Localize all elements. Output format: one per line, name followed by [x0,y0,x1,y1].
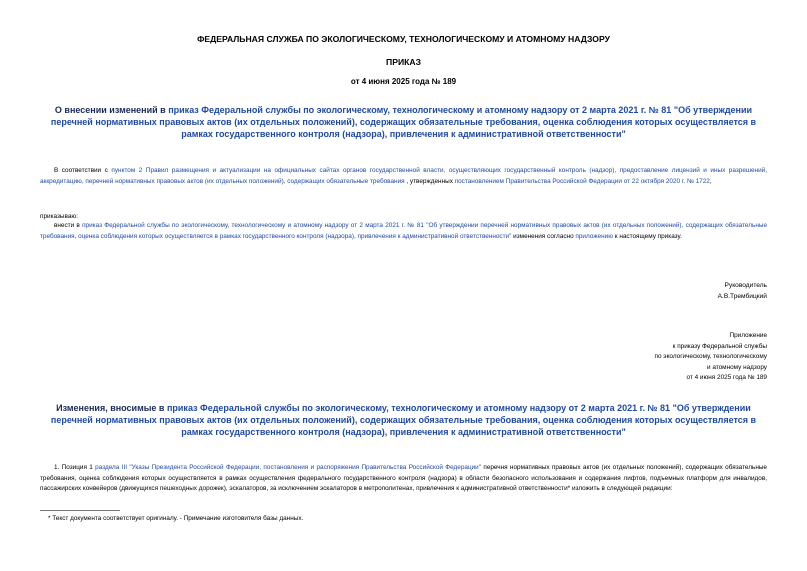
item-1-text-1: 1. Позиция 1 [54,464,96,471]
appendix-line: и атомному надзору [707,363,767,371]
title-order-link[interactable]: приказ Федеральной службы по экологическому, технологическому и атомному надзору от 2 марта 2021 г. № 81 "Об утверждении перечней нормативных правовых актов (их отдельных положений), содержащих обязательные требования, оценка соблюдения которых осуществляется в рамках государственного контроля (надзора), привлечения к административной ответственности" [50,105,757,139]
appendix-link[interactable]: приложению [575,232,613,240]
title-prefix: О внесении изменений в [54,105,169,115]
order-word: приказываю: [40,213,78,220]
appendix-line: Приложение [729,332,767,339]
footnote: * Текст документа соответствует оригиналу. - Примечание изготовителя базы данных. [48,515,304,522]
item-1-text-2: перечня нормативных правовых актов (их отдельных положений), содержащих обязательные требования, оценка соблюдения которых осуществляется в рамках осуществления федерального государственного контроля (надзора) в области безопасного использования и содержания лифтов, подъемных платформ для инвалидов, пассажирских конвейеров (движущихся пешеходных дорожек), эскалаторов, за исключением эскалаторов в метрополитенах, привлечения к административной ответственности* изложить в следующей редакции: [40,464,767,492]
changes-title [40,402,767,438]
rules-link[interactable]: пунктом 2 Правил размещения и актуализации на официальных сайтах органов государственной власти, осуществляющих государственный контроль (надзор), предоставление лицензий и иных разрешений, аккредитацию, перечней нормативных правовых актов (их отдельных положений), содержащих обязательные требования [40,167,768,185]
appendix-line: к приказу Федеральной службы [672,342,767,350]
order-text-1: внести в [54,222,83,229]
signatory-name: А.В.Трембицкий [717,293,767,300]
order-paragraph [40,221,767,242]
preamble-text-3: , [709,177,712,185]
item-1-paragraph [40,463,767,495]
order-text-2: изменения согласно [511,232,576,240]
order-text-3: к настоящему приказу. [613,232,682,240]
changes-title-prefix: Изменения, вносимые в [56,403,167,413]
signatory-role: Руководитель [724,282,767,289]
government-decree-link[interactable]: постановлением Правительства Российской Федерации от 22 октября 2020 г. № 1722 [454,177,710,185]
appendix-line: по экологическому, технологическому [654,353,767,360]
preamble-paragraph [40,166,767,187]
appendix-line: от 4 июня 2025 года № 189 [686,374,767,381]
preamble-text-2: , утвержденных [404,177,455,185]
appendix-header [655,331,767,384]
footnote-divider [40,510,120,511]
section-3-link[interactable]: раздела III "Указы Президента Российской Федерации, постановления и распоряжения Правительства Российской Федерации" [95,464,482,471]
doc-type: ПРИКАЗ [386,57,421,67]
order-81-link[interactable]: приказ Федеральной службы по экологическому, технологическому и атомному надзору от 2 марта 2021 г. № 81 "Об утверждении перечней нормативных правовых актов (их отдельных положений), содержащих обязательные требования, оценка соблюдения которых осуществляется в рамках государственного контроля (надзора), привлечения к административной ответственности" [40,222,767,240]
doc-date-number: от 4 июня 2025 года № 189 [350,77,457,86]
preamble-text-1: В соответствии с [54,167,112,174]
document-title [40,104,767,140]
agency-name: ФЕДЕРАЛЬНАЯ СЛУЖБА ПО ЭКОЛОГИЧЕСКОМУ, ТЕХНОЛОГИЧЕСКОМУ И АТОМНОМУ НАДЗОРУ [197,34,610,44]
changes-order-link[interactable]: приказ Федеральной службы по экологическому, технологическому и атомному надзору от 2 марта 2021 г. № 81 "Об утверждении перечней нормативных правовых актов (их отдельных положений), содержащих обязательные требования, оценка соблюдения которых осуществляется в рамках государственного контроля (надзора), привлечения к административной ответственности" [50,403,757,437]
